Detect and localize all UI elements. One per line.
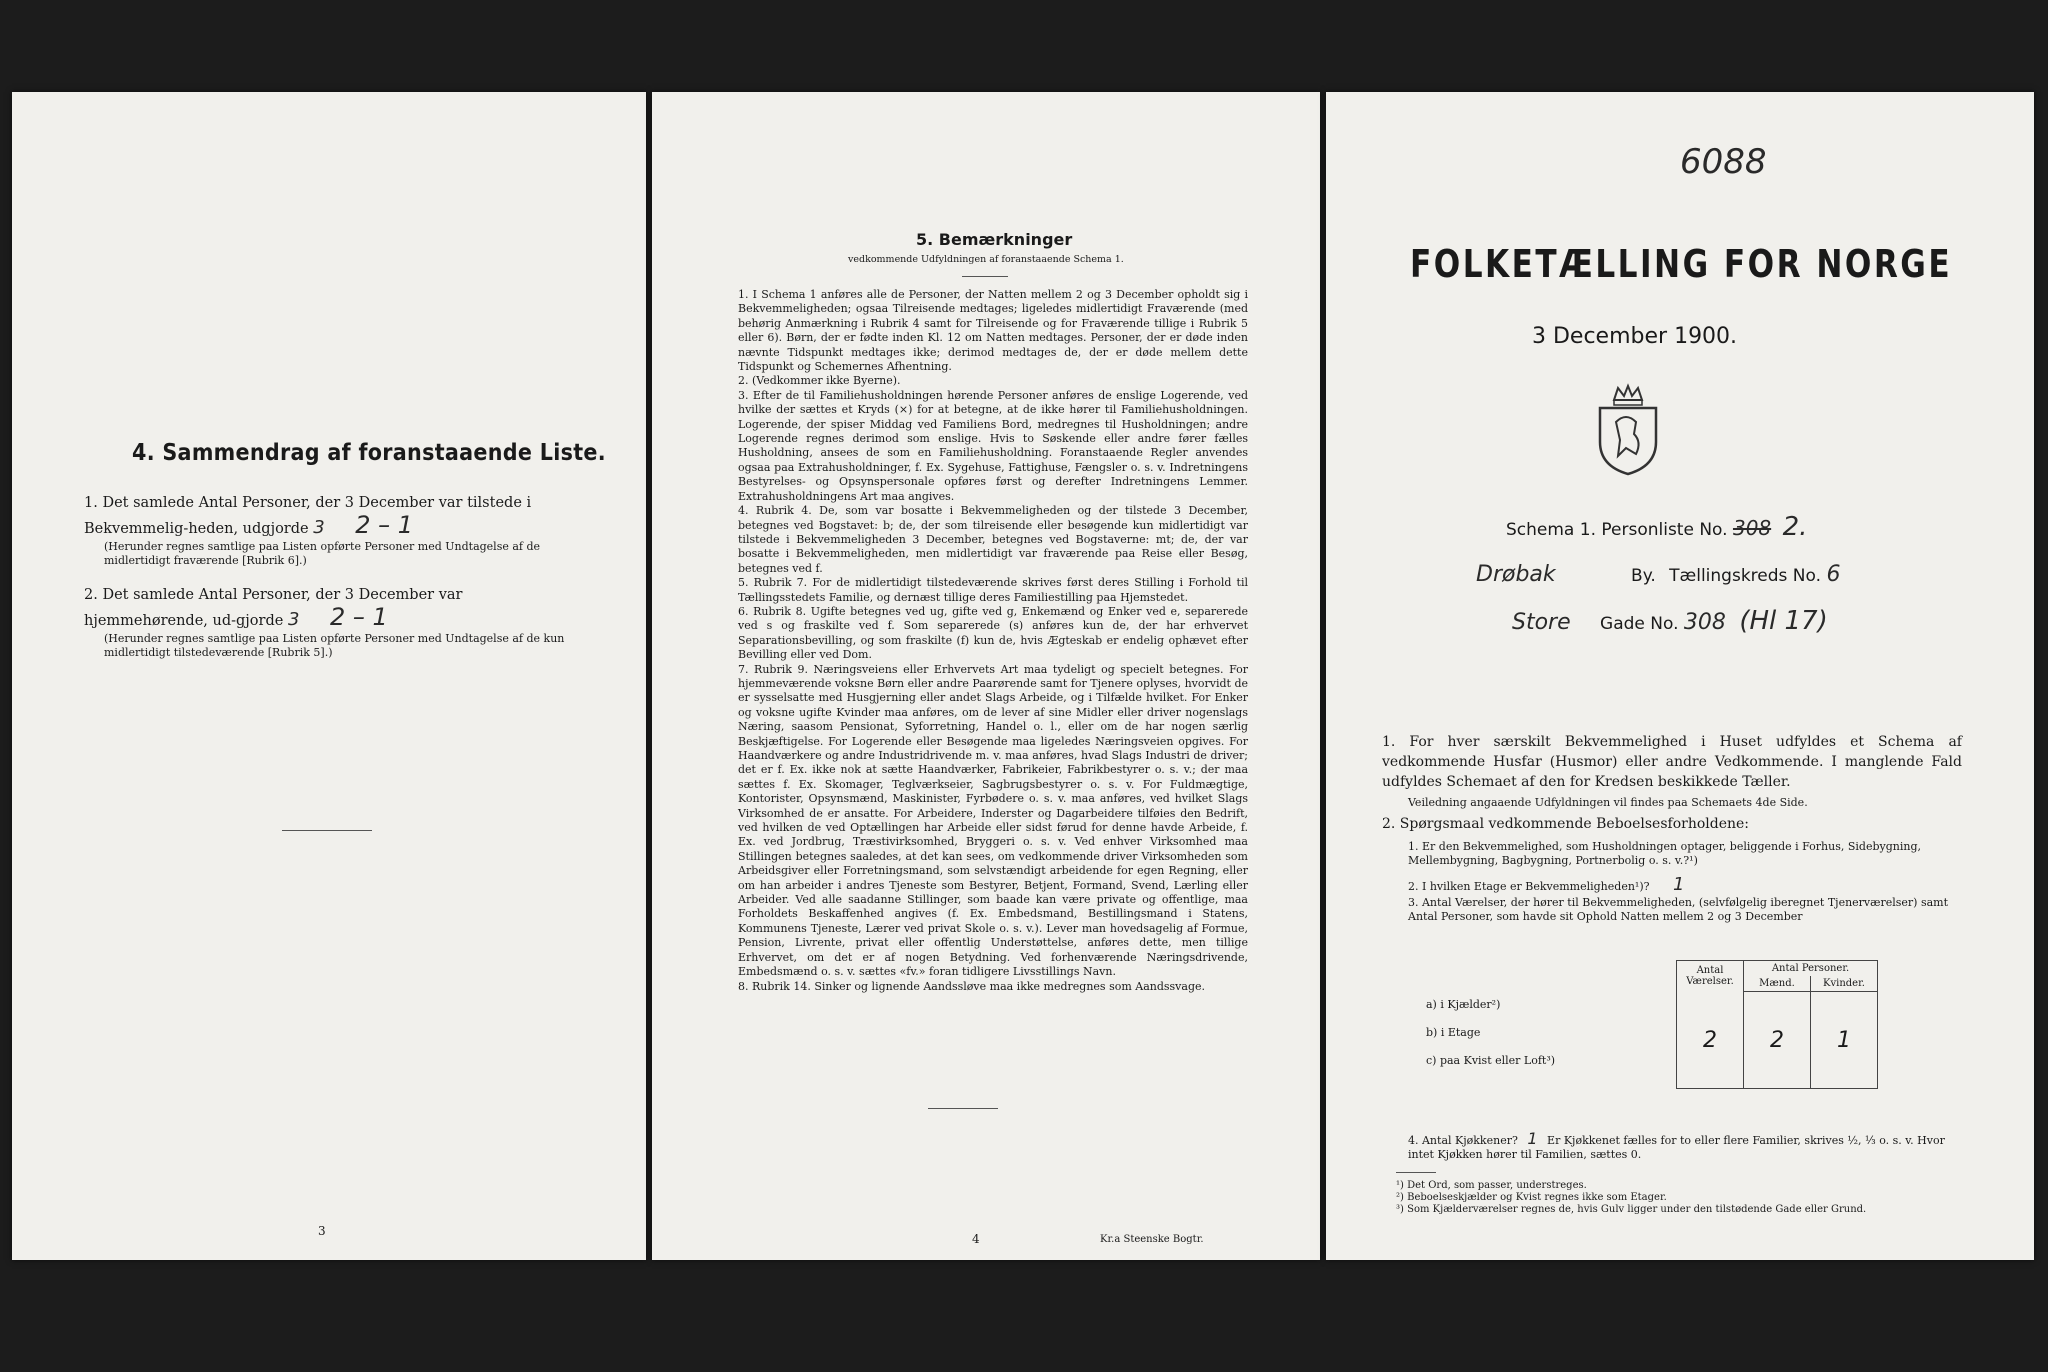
summary-item-1-value: 3 — [313, 517, 325, 538]
question-4-text: 4. Antal Kjøkkener? — [1408, 1134, 1518, 1147]
document-title: FOLKETÆLLING FOR NORGE — [1410, 242, 1953, 286]
instruction-2: 2. Spørgsmaal vedkommende Beboelsesforholdene: — [1382, 816, 1750, 832]
cell-men — [1744, 1056, 1811, 1089]
summary-item-1 — [84, 492, 584, 540]
remarks-subheading: vedkommende Udfyldningen af foranstaaende Schema 1. — [848, 254, 1124, 265]
instruction-1: 1. For hver særskilt Bekvemmelighed i Huset udfyldes et Schema af vedkommende Husfar (Husmor) eller andre Vedkommende. I manglende Fald udfyldes Schemaet af den for Kredsen beskikkede Tæller. — [1382, 734, 1962, 790]
schema-label: Schema 1. Personliste No. — [1506, 520, 1728, 540]
remark-item: 5. Rubrik 7. For de midlertidigt tilstedeværende skrives først deres Stilling i Forhold til Tællingsstedets Familie, og dernæst tillige deres Familiestilling paa Hjemstedet. — [738, 576, 1248, 604]
document-date: 3 December 1900. — [1532, 324, 1738, 349]
archive-number: 6088 — [1680, 142, 1767, 182]
header-persons: Antal Personer. — [1744, 961, 1878, 977]
district-number: 6 — [1826, 562, 1841, 587]
summary-item-2 — [84, 584, 584, 632]
page-left — [12, 92, 646, 1260]
street-number: 308 — [1683, 610, 1726, 635]
table-row — [1677, 1056, 1878, 1089]
schema-number: 2. — [1782, 512, 1808, 542]
cell-rooms: 2 — [1677, 1024, 1744, 1056]
town-handwriting: Drøbak — [1476, 562, 1556, 587]
footnotes — [1396, 1180, 1976, 1216]
page-right — [1326, 92, 2034, 1260]
remarks-heading: 5. Bemærkninger — [916, 230, 1073, 249]
row-label: b) i Etage — [1426, 1026, 1481, 1039]
cell-women — [1811, 992, 1878, 1025]
town-label: By. — [1631, 566, 1656, 586]
printer-imprint: Kr.a Steenske Bogtr. — [1100, 1234, 1204, 1245]
summary-item-1-text: 1. Det samlede Antal Personer, der 3 December var tilstede i Bekvemmelig-heden, udgjorde — [84, 495, 532, 537]
header-men: Mænd. — [1744, 976, 1811, 992]
page-middle — [652, 92, 1320, 1260]
question-2 — [1408, 874, 1968, 895]
instruction-note: Veiledning angaaende Udfyldningen vil findes paa Schemaets 4de Side. — [1408, 796, 1808, 809]
divider — [928, 1108, 998, 1109]
page-number-middle: 4 — [972, 1232, 980, 1246]
question-2-text: 2. I hvilken Etage er Bekvemmeligheden¹)? — [1408, 880, 1650, 893]
schema-line — [1506, 512, 1807, 542]
remarks-list — [738, 288, 1248, 994]
summary-heading: 4. Sammendrag af foranstaaende Liste. — [132, 440, 606, 466]
header-women: Kvinder. — [1811, 976, 1878, 992]
coat-of-arms-icon — [1592, 382, 1664, 476]
cell-rooms — [1677, 1056, 1744, 1089]
question-4 — [1408, 1129, 1968, 1162]
footnote: ²) Beboelseskjælder og Kvist regnes ikke som Etager. — [1396, 1192, 1667, 1203]
town-line — [1476, 562, 1956, 587]
table-row — [1677, 992, 1878, 1025]
summary-item-1-handwriting: 2 – 1 — [355, 511, 414, 539]
question-4-answer: 1 — [1527, 1129, 1538, 1148]
divider — [1396, 1172, 1436, 1173]
summary-item-2-text: 2. Det samlede Antal Personer, der 3 December var hjemmehørende, ud-gjorde — [84, 587, 463, 629]
cell-women — [1811, 1056, 1878, 1089]
cell-men: 2 — [1744, 1024, 1811, 1056]
street-label: Gade No. — [1600, 614, 1679, 634]
remark-item: 7. Rubrik 9. Næringsveiens eller Erhvervets Art maa tydeligt og specielt betegnes. For hjemmeværende voksne Børn eller andre Paarørende samt for Tjenere oplyses, hvorvidt de er sysselsatte med Husgjerning eller andet Slags Arbeide, og i Tilfælde hvilket. For Enker og voksne ugifte Kvinder maa anføres, om de lever af sine Midler eller driver nogenslags Næring, saasom Pensionat, Syforretning, Handel o. l., eller om de har nogen særlig Beskjæftigelse. For Logerende eller Besøgende maa ligeledes Næringsveien opgives. For Haandværkere og andre Industridrivende m. v. maa anføres, hvad Slags Industri de driver; det er f. Ex. ikke nok at sætte Haandværker, Fabrikeier, Fabrikbestyrer o. s. v.; der maa sættes f. Ex. Skomager, Teglværkseier, Sagbrugsbestyrer o. s. v. For Fuldmægtige, Kontorister, Opsynsmænd, Maskinister, Fyrbødere o. s. v. maa anføres, ved hvilket Slags Virksomhed de er ansatte. For Arbeidere, Inderster og Dagarbeidere tilføies den Bedrift, ved hvilken de ved Optællingen har Arbeide eller sidst førud for denne havde Arbeide, f. Ex. ved Jordbrug, Træstivirksomhed, Bryggeri o. s. v. Ved enhver Virksomhed maa Stillingen betegnes saaledes, at det kan sees, om vedkommende driver Virksomheden som Arbeidsgiver eller Forretningsmand, som selvstændigt arbeidende for egen Regning, eller om han arbeider i andres Tjeneste som Bestyrer, Betjent, Formand, Svend, Lærling eller Arbeider. Ved alle saadanne Stillinger, som baade kan være private og offentlige, maa Forholdets Beskaffenhed angives (f. Ex. Embedsmand, Bestillingsmand i Statens, Kommunens Tjeneste, Lærer ved privat Skole o. s. v.). Lever man hovedsagelig af Formue, Pension, Livrente, privat eller offentlig Understøttelse, anføres dette, men tillige Erhvervet, om det er af nogen Betydning. Ved forhenværende Næringsdrivende, Embedsmænd o. s. v. sættes «fv.» foran tidligere Livsstillings Navn. — [738, 662, 1248, 979]
row-label: c) paa Kvist eller Loft³) — [1426, 1054, 1556, 1067]
question-4-rest: Er Kjøkkenet fælles for to eller flere Familier, skrives ½, ⅓ o. s. v. Hvor intet Kjøkken hører til Familien, sættes 0. — [1408, 1134, 1945, 1161]
schema-number-struck: 308 — [1732, 516, 1772, 540]
street-handwriting: Store — [1512, 610, 1571, 635]
cell-rooms — [1677, 992, 1744, 1025]
divider — [962, 276, 1008, 277]
summary-item-2-note: (Herunder regnes samtlige paa Listen opførte Personer med Undtagelse af de kun midlertidigt tilstedeværende [Rubrik 5].) — [104, 632, 565, 659]
remark-item: 6. Rubrik 8. Ugifte betegnes ved ug, gifte ved g, Enkemænd og Enker ved e, separerede ved s og fraskilte ved f. Som separerede (s) anføres kun de, der har erhvervet Separationsbevilling, og som fraskilte (f) kun de, hvis Ægteskab er endelig ophævet efter Bevilling eller ved Dom. — [738, 604, 1248, 662]
remark-item: 1. I Schema 1 anføres alle de Personer, der Natten mellem 2 og 3 December opholdt sig i Bekvemmeligheden; ogsaa Tilreisende medtages; ligeledes midlertidigt Fraværende (med behørig Anmærkning i Rubrik 4 samt for Tilreisende og for Fraværende tillige i Rubrik 5 eller 6). Børn, der er fødte inden Kl. 12 om Natten medtages. Personer, der er døde inden nævnte Tidspunkt medtages ikke; derimod medtages de, der er døde mellem dette Tidspunkt og Schemernes Afhentning. — [738, 288, 1248, 374]
summary-item-2-handwriting: 2 – 1 — [330, 603, 388, 631]
district-label: Tællingskreds No. — [1669, 566, 1822, 586]
street-line — [1512, 606, 1992, 636]
question-1: 1. Er den Bekvemmelighed, som Husholdningen optager, beliggende i Forhus, Sidebygning, Mellembygning, Bagbygning, Portnerbolig o. s. v.?¹) — [1408, 840, 1921, 867]
table-row — [1677, 1024, 1878, 1056]
question-3: 3. Antal Værelser, der hører til Bekvemmeligheden, (selvfølgelig iberegnet Tjenerværelser) samt Antal Personer, som havde sit Ophold Natten mellem 2 og 3 December — [1408, 896, 1949, 923]
street-extra-handwriting: (Hl 17) — [1739, 606, 1828, 636]
footnote: ¹) Det Ord, som passer, understreges. — [1396, 1180, 1587, 1191]
remark-item: 3. Efter de til Familiehusholdningen hørende Personer anføres de enslige Logerende, ved hvilke der sættes et Kryds (×) for at betegne, at de ikke hører til Familiehusholdningen. Logerende, der spiser Middag ved Familiens Bord, medregnes til Husholdningen; andre Logerende regnes derimod som enslige. Hvis to Søskende eller andre fører fælles Husholdning, ansees de som en Familiehusholdning. Foranstaaende Regler anvendes ogsaa paa Extrahusholdninger, f. Ex. Sygehuse, Fattighuse, Fængsler o. s. v. Indretningens Bestyrelses- og Opsynspersonale opføres først og derefter Indretningens Lemmer. Extrahusholdningens Art maa angives. — [738, 388, 1248, 503]
cell-women: 1 — [1811, 1024, 1878, 1056]
cell-men — [1744, 992, 1811, 1025]
housing-table — [1676, 960, 1878, 1089]
footnote: ³) Som Kjælderværelser regnes de, hvis Gulv ligger under den tilstødende Gade eller Grund. — [1396, 1204, 1867, 1215]
summary-item-1-note: (Herunder regnes samtlige paa Listen opførte Personer med Undtagelse af de midlertidigt fraværende [Rubrik 6].) — [104, 540, 541, 567]
remark-item: 2. (Vedkommer ikke Byerne). — [738, 374, 901, 388]
divider — [282, 830, 372, 831]
question-2-answer: 1 — [1673, 874, 1685, 895]
row-label: a) i Kjælder²) — [1426, 998, 1501, 1011]
header-rooms: Antal Værelser. — [1677, 961, 1744, 992]
remark-item: 4. Rubrik 4. De, som var bosatte i Bekvemmeligheden og der tilstede 3 December, betegnes ved Bogstavet: b; de, der som tilreisende eller besøgende kun midlertidigt var tilstede i Bekvemmeligheden 3 December, betegnes ved Bogstaverne: mt; de, der var bosatte i Bekvemmeligheden, men midlertidigt var fraværende paa Reise eller Besøg, betegnes ved f. — [738, 504, 1248, 575]
summary-item-2-value: 3 — [287, 609, 300, 630]
page-number-left: 3 — [318, 1224, 326, 1238]
remark-item: 8. Rubrik 14. Sinker og lignende Aandssløve maa ikke medregnes som Aandssvage. — [738, 979, 1206, 993]
